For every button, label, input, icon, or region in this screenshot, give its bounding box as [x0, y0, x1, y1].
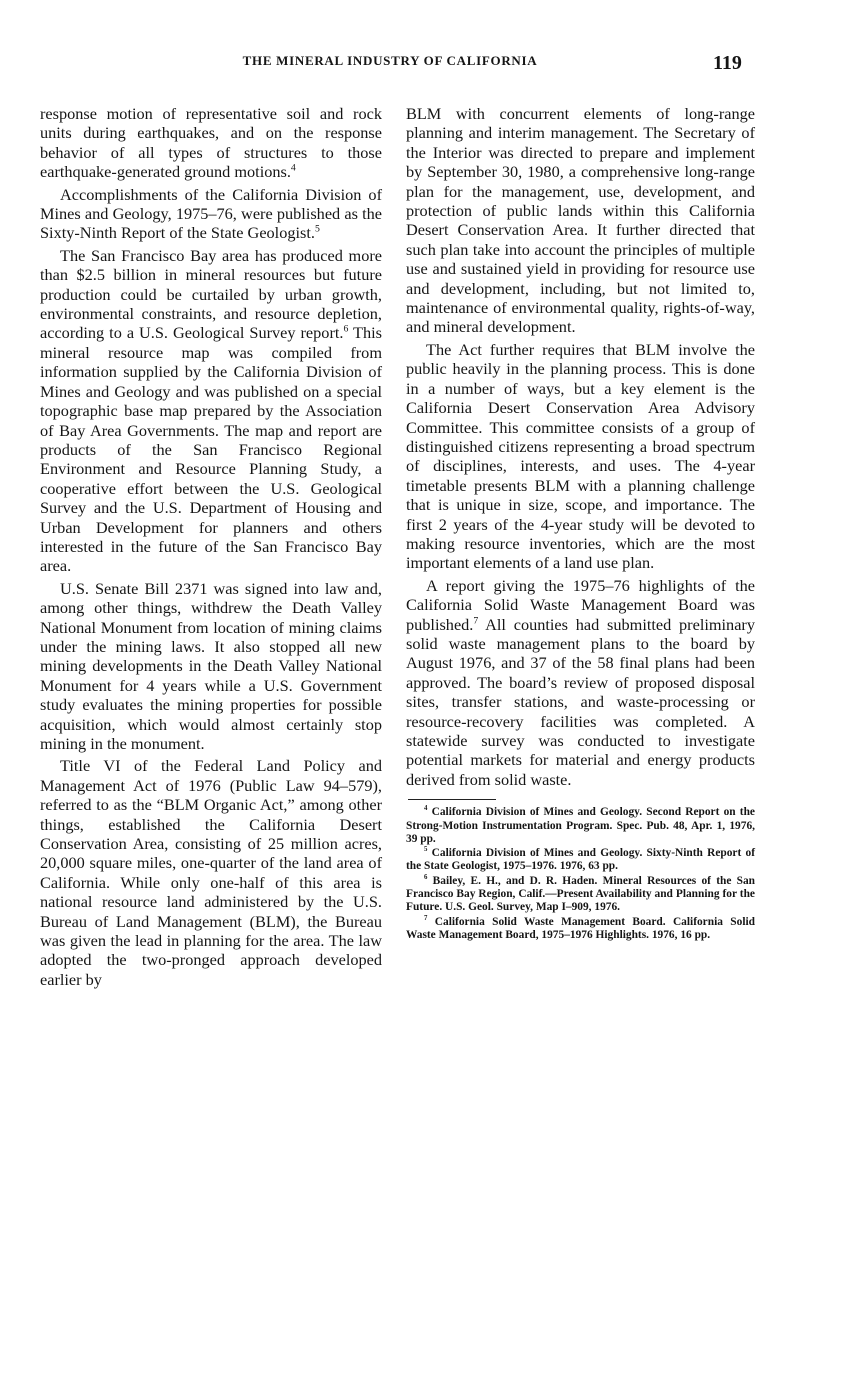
footnote: $^7$ California Solid Waste Management Board. California Solid Waste Management Board, 1975–1976 Highlights. 1976, 16 pp. — [406, 914, 755, 941]
footnote-ref: 7 — [473, 615, 479, 627]
paragraph: A report giving the 1975–76 highlights of the California Solid Waste Management Board was published.$^7$ All counties had submitted preliminary solid waste management plans to the board by August 1976, and 37 of the 58 final plans had been approved. The board’s review of proposed disposal sites, transfer stations, and waste-processing or resource-recovery facilities was completed. A statewide survey was conducted to investigate potential markets for material and energy products derived from solid waste. — [406, 575, 755, 789]
left-column — [40, 104, 382, 992]
footnote: $^5$ California Division of Mines and Geology. Sixty-Ninth Report of the State Geologist, 1975–1976. 1976, 63 pp. — [406, 846, 755, 873]
right-column — [406, 104, 755, 943]
running-header-title: THE MINERAL INDUSTRY OF CALIFORNIA — [242, 53, 538, 68]
footnote-ref: 4 — [290, 162, 296, 174]
paragraph: The San Francisco Bay area has produced more than $2.5 billion in mineral resources but future production could be curtailed by urban growth, environmental constraints, and resource depletion, according to a U.S. Geological Survey report.$^6$ This mineral resource map was compiled from information supplied by the California Division of Mines and Geology and was published on a special topographic base map prepared by the Association of Bay Area Governments. The map and report are products of the San Francisco Regional Environment and Resource Planning Study, a cooperative effort between the U.S. Geological Survey and the U.S. Department of Housing and Urban Development for planners and others interested in the future of the San Francisco Bay area. — [40, 245, 382, 576]
footnote-ref: 6 — [343, 324, 349, 336]
paragraph: BLM with concurrent elements of long-range planning and interim management. The Secretary of the Interior was directed to prepare and implement by September 30, 1980, a comprehensive long-range plan for the management, use, development, and protection of public lands within this California Desert Conservation Area. It further directed that such plan take into account the principles of multiple use and sustained yield in providing for resource use and development, including, but not limited to, maintenance of environmental quality, rights-of-way, and mineral development. — [406, 104, 755, 337]
footnote-number: 4 — [424, 805, 428, 813]
paragraph: Accomplishments of the California Division of Mines and Geology, 1975–76, were published as the Sixty-Ninth Report of the State Geologist.$^5$ — [40, 184, 382, 243]
paragraph: U.S. Senate Bill 2371 was signed into law and, among other things, withdrew the Death Valley National Monument from location of mining claims under the mining laws. It also stopped all new mining developments in the Death Valley National Monument for 4 years while a U.S. Government study evaluates the mining properties for possible acquisition, which would almost certainly stop mining in the monument. — [40, 578, 382, 753]
footnotes — [406, 806, 755, 942]
footnote-divider — [408, 799, 496, 800]
footnote-number: 7 — [424, 914, 428, 922]
footnote-number: 6 — [424, 873, 428, 881]
footnote-ref: 5 — [314, 224, 320, 236]
paragraph: Title VI of the Federal Land Policy and Management Act of 1976 (Public Law 94–579), referred to as the “BLM Organic Act,” among other things, established the California Desert Conservation Area, consisting of 25 million acres, 20,000 square miles, one-quarter of the land area of California. While only one-half of this area is national resource land administered by the U.S. Bureau of Land Management (BLM), the Bureau was given the lead in planning for the area. The law adopted the two-pronged approach developed earlier by — [40, 756, 382, 989]
paragraph: The Act further requires that BLM involve the public heavily in the planning process. This is done in a number of ways, but a key element is the California Desert Conservation Area Advisory Committee. This committee consists of a group of distinguished citizens representing a broad spectrum of disciplines, interests, and uses. The 4-year timetable presents BLM with a planning challenge that is unique in size, scope, and importance. The first 2 years of the 4-year study will be devoted to making resource inventories, which are the most important elements of a land use plan. — [406, 339, 755, 573]
footnote-number: 5 — [424, 846, 428, 854]
footnote: $^6$ Bailey, E. H., and D. R. Haden. Mineral Resources of the San Francisco Bay Region, Calif.—Present Availability and Planning for the Future. U.S. Geol. Survey, Map I–909, 1976. — [406, 873, 755, 914]
page-number: 119 — [713, 52, 742, 74]
paragraph: response motion of representative soil and rock units during earthquakes, and on the response behavior of all types of structures to those earthquake-generated ground motions.$^4$ — [40, 104, 382, 182]
footnote: $^4$ California Division of Mines and Geology. Second Report on the Strong-Motion Instrumentation Program. Spec. Pub. 48, Apr. 1, 1976, 39 pp. — [406, 805, 755, 845]
